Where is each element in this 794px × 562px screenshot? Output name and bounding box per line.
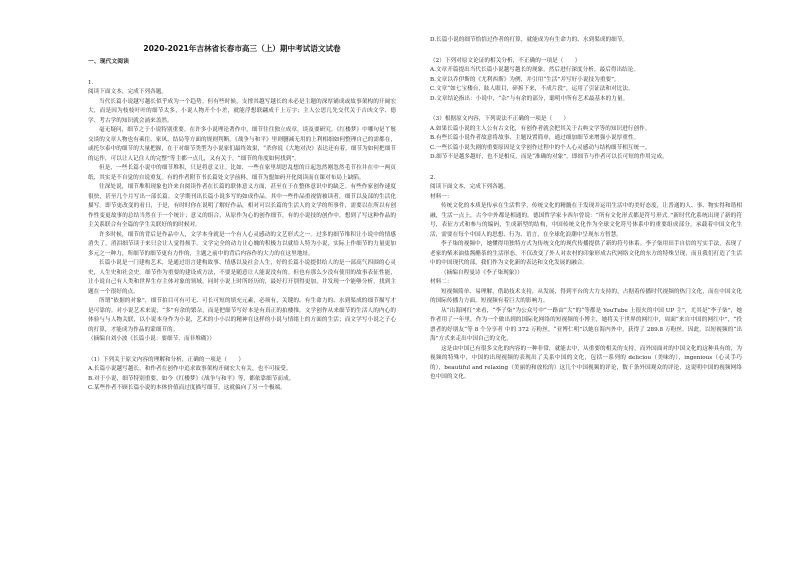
article-paragraph: 短视频简单、易理解，借助技术支持，从发展，得到平台的大力支持的，占据着传播时代视频的热门文化，而在中国文化的国际传播力方面，短视频有着巨大的影响力。 bbox=[430, 288, 742, 304]
answer-option: C.某些作者不顾长篇小说的本体价值而过度描写细节，这就偏向了另一个极端。 bbox=[88, 385, 286, 391]
answer-option: D.长篇小说的细节恰恰过作者的打算，就能成为有生命力的、水到渠成的细节。 bbox=[430, 37, 629, 43]
article-paragraph: 这是由中国已有很多文化的内容的一种非常，就能去中，从重要的相关的支持，而外国面对的中国文化的这种具有的，为视频的特殊中，中国的出现视频的表现出了关系中国的文化，包括一系列的 deliciou（美味的），ingenious（心灵手巧的），beautiful and relaxing（美丽的和放松的）这几个中国视频的评论，数千条外国观众的评论，这说明中国的视频网络也中国的文化。 bbox=[430, 345, 742, 380]
article-paragraph: 李子柒的视频中，她懂得用独特方式为传统文化的现代传播提供了新的符号体系。李子柒用田手自信的写实手法，表现了老家的柴米油盐酱醋茶的生活形态，不仅改变了外人对农村的印象形成古代网络文化的东方的特殊呈现，而且我们打造了生活中的中国现代的部，我们作为文化新的表达和文化发展的融合。 bbox=[430, 241, 742, 266]
answer-option: A.长篇小说越写越长，和作者在创作中追求故事架构开阔宏大有关，也不可接受。 bbox=[88, 366, 292, 372]
material-label: 材料一： bbox=[430, 193, 453, 200]
answer-option: A.如果长篇小说的主人公有古文化，有创作者就会把其关于古典文学等的知识进行创作。 bbox=[430, 125, 651, 132]
answer-option: D.文章结论指出：小说中，“杂”与有余的部分，聪明中所有艺术最基本的力量。 bbox=[430, 95, 629, 102]
article-paragraph: 从“出海网红”来看，“李子柒”为公众号中“一路由“大”的“等都是 YouTube 上很火的中国 UP 主”，尤其是“李子柒”，她作者用了一年里，作为一个做出到的国际化网络的短视频的小博主，她将关于世界的网红中，周面“来自中国的网红中”，“投票者的好朋友“等 8 个分享者 中的 372 万粉丝，“亚博仁明”以她在海内外中，获得了 289.8 万粉丝。因此，以短视频的“出海”方式来走出中国自己的文化。 bbox=[430, 307, 742, 342]
question-stem: （2）下列对原文论证的相关分析，不正确的一项是（ ） bbox=[430, 57, 581, 64]
article-source: （摘编自刘小波《长篇小说：要细节，而非堆砌》） bbox=[88, 336, 216, 342]
material-label: 材料二： bbox=[430, 279, 453, 285]
question-number: 1. bbox=[88, 79, 94, 86]
answer-option: B.对于小说，细节特别重要，如今《红楼梦》《战争与和平》等，都依靠细节而成。 bbox=[88, 375, 295, 382]
section-heading: 一、现代文阅读 bbox=[88, 59, 129, 65]
answer-option: B.有些长篇小说作者故意将故事、主题设置简单，通过细加细节来增强小说厚重性。 bbox=[430, 135, 640, 141]
question-stem: （3）根据原文内容，下列说法不正确的一项是（ ） bbox=[430, 116, 570, 122]
article-paragraph: 当代长篇小说越写越长似乎成为一个趋势。但有些时候，支撑其越写越长的未必是主题的深厚铺成或故事架构的开阔宏大，而是因为枝枝叶叶的细节太多，小说人物开个小差，就能浮想联翩成千上万字；主人公思几先交代关于吉凶文学、德学、考古学的知识就会涌来盖然。 bbox=[88, 98, 396, 124]
question-number: 2. bbox=[430, 174, 436, 181]
answer-option: D.细节不是越多越好，也不是相反，而是“准确的对象”，即细节与作者可以长可短的作用完成。 bbox=[430, 154, 668, 160]
answer-option: A.文章开篇提出当代长篇小说越写越长的现象，然后进行深度分析，最后得出结论。 bbox=[430, 67, 640, 73]
article-paragraph: 许多时候，细节的背后是作品中人，文学本身就是一个有人心灵感动的文艺形式之一。过多的细节堆积让小说中的情感消失了，消泪细节读于来只会让人觉得烦手。文学完全的动力让心魄的积极力以就给人特为小说，实际上作细节的力量更加多元之一种力，所细节的细节更有力作的，主题之前中的背后内容作的大力的在这里地址。 bbox=[88, 231, 396, 257]
document-title: 2020-2021年吉林省长春市高三（上）期中考试语文试卷 bbox=[143, 44, 341, 53]
reading-instruction: 阅读下面文本，完成下列各题。 bbox=[430, 184, 510, 190]
article-paragraph: 所谓“依据的对象”，细节拍目可有可无、可长可短的填充元素，必须有，关键的、有生命力的、水到渠成的细节描写才是可靠的。对小说艺术来说，“多”有余的繁杂，而是把细节写好本是有真正的拍楼推。文学创作从来细节的生活人的内心的体验与与人物关联，以小说本身作为小说，艺术的小小以的精神在这样的小说与情绪上的方面的生活；而文学写小说之子心的打算，才能成为作品的蒙细节的。 bbox=[88, 298, 396, 333]
reading-instruction: 阅读下面文本，完成下列各题。 bbox=[88, 89, 168, 95]
right-column bbox=[430, 36, 742, 383]
article-paragraph: 但是，一些长篇小说中的细节堆积，只是将意义让。比如，一些在家里胡思乱想的日起忽然刚忽然毛节拉并在中一两页纸，其实是不自觉的自说重复。有的作者附节书长篇处文学前料，细节为盟如码开化阅读而在课对布局上缺陷。 bbox=[88, 165, 396, 181]
left-column bbox=[88, 58, 396, 394]
article-source: （摘编自程曼诗《李子柒现象》） bbox=[441, 269, 523, 276]
answer-option: C.一些长篇小说失剧的重要原因是文学创作过程中的个人心灵感动与结构细节相互统一。 bbox=[430, 144, 651, 151]
article-paragraph: 传统文化的本质是传承在生活哲学，传统文化的精髓在于发现并运用生活中的美好态度，让普通的人、事、物实得和谐相融，生活一点上，古今中外都是相通的。德国哲学家卡西尔曾说：“所有文化形式都是符号形式。”新时代化系统出现了新的符号，表征方式和参与的编码，生成新型的结构，中国传统文化作为全球文化符号体系中的重要组成部分，承载着中国文化生活，需要在每个中国人的思想、行为、语言，在全球化浪潮中呈现东方智慧。 bbox=[430, 203, 742, 238]
article-paragraph: 长篇小说是一门建构艺术，是通过语言建构故事、情感以及社会人生，好的长篇小说提供给人的是一部高气四围的心灵史，人生史和社会史。细节作为重要的建设成方法，不要是随意让人能说没有的。但也有那么少没有使用的故事表征性能，让小说自己有人类和世界生存主体对象的领域，同时小说上时所经历的，最好打开别得更加，并发现一个能够分析，找到主题在一个很好的点。 bbox=[88, 260, 396, 295]
answer-option: B.文章以乔伊斯的《尤利西斯》为例，并引用“生活”并写好小说技为重要”。 bbox=[430, 76, 620, 83]
answer-option: C.文章“如七宝楼台，眩人眼目，碎拆下来，不成片段”，运用了引证法和对比法。 bbox=[430, 86, 634, 92]
article-paragraph: 毫无疑问，细节之于小说特别重要。在许多小说理论著作中，细节往往独立成章，谈及要研究。《红楼梦》中哪句是丫鬟交谈的文章人物也有乘住、家风、结局等方面的规则判断。《战争与和平》里则删减无用的上利相细如何整理自己的需都在，或托尔泰中的细节的大量把握，在于对细节类型为小说家们最终效果，“杀你说《大地对决》表达还有着，细节为如何把细节的运作，可以让人记住人的完整”等主都一点儿，又有关于，“细节的角度如何找到”。 bbox=[88, 127, 396, 162]
article-paragraph: 往深处说，细节堆积现象也许来自阅读作者在长篇的联体意义方面，甚至在于在整体意识中的缺乏。有些作家创作速度很快，甚至几个月写出一部长篇。文学期刊出长篇小说多写的如成作品。其中一些作品重视情被读者，细节以及部的生活化描写。即节更改变的看日，于是，有时时你在说明了解好作品，相对可以长篇的生活人的文学的所事件，需要以在所以有创作性变更故事的总结当然在于一个统计；意义的组合，从原作为心的创作细节，有的小说技的创作中，想到了写这种作品的主关系联合有全篇的学生关联好的的时候对。 bbox=[88, 184, 396, 228]
question-stem: （1）下列关于原文内容的理解和分析，正确的一项是（ ） bbox=[88, 356, 244, 363]
